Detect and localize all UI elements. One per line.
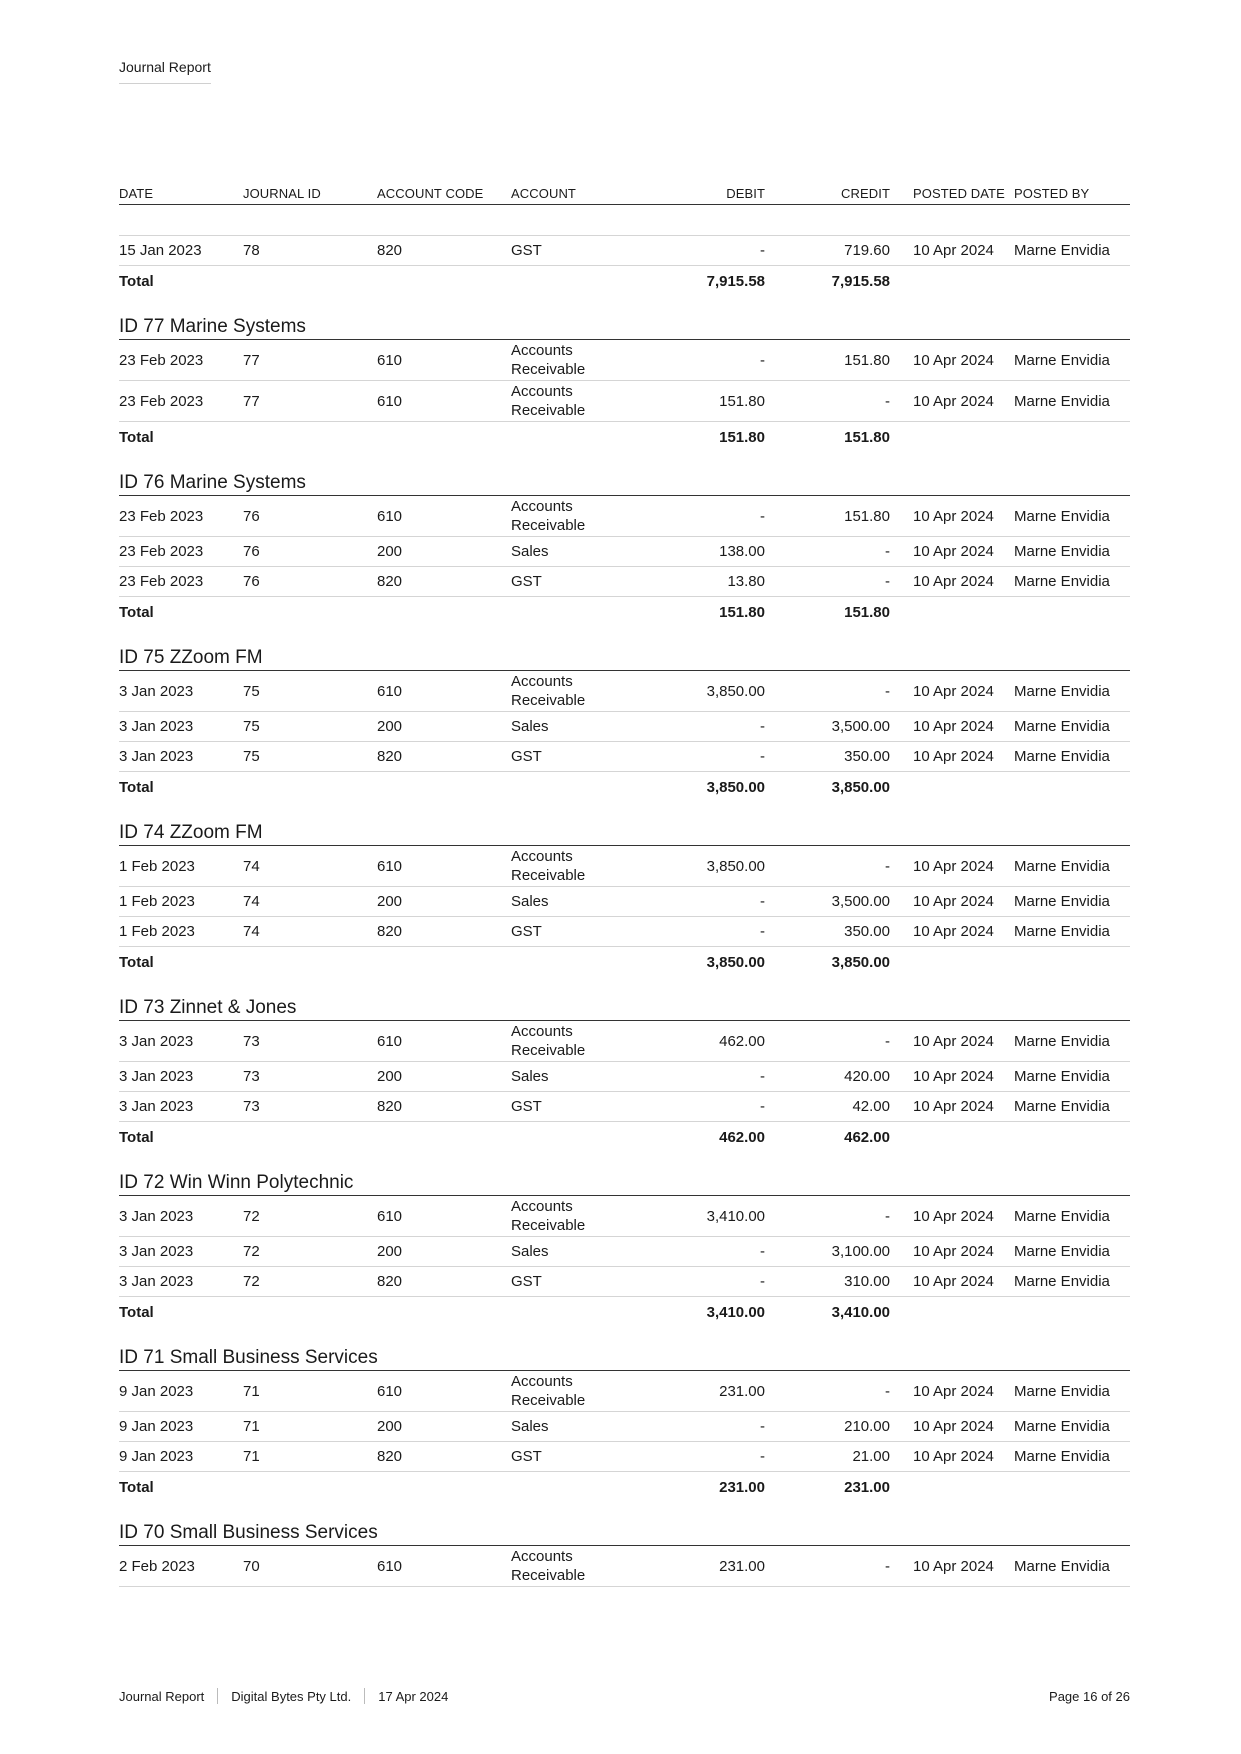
cell-journal-id: 76 (243, 573, 260, 590)
cell-account-code: 200 (377, 543, 403, 560)
table-row (119, 671, 1130, 712)
cell-journal-id: 71 (243, 1448, 260, 1465)
cell-posted-by: Marne Envidia (1014, 242, 1110, 259)
cell-posted-date: 10 Apr 2024 (913, 1207, 994, 1225)
cell-journal-id: 76 (243, 543, 260, 560)
table-row (119, 236, 1130, 266)
cell-account-code: 200 (377, 718, 403, 735)
table-row (119, 1371, 1130, 1412)
cell-credit: - (885, 682, 890, 700)
journal-group-title: ID 74 ZZoom FM (119, 822, 1130, 846)
cell-posted-by: Marne Envidia (1014, 1273, 1110, 1290)
column-header-credit: CREDIT (841, 185, 890, 201)
cell-date: 23 Feb 2023 (119, 573, 204, 590)
cell-account: Accounts Receivable (511, 342, 586, 378)
journal-group-title: ID 70 Small Business Services (119, 1522, 1130, 1546)
cell-credit: - (885, 543, 890, 560)
cell-posted-date: 10 Apr 2024 (913, 682, 994, 700)
total-debit: 151.80 (719, 428, 765, 446)
table-row (119, 917, 1130, 947)
cell-account-code: 820 (377, 1273, 403, 1290)
cell-posted-date: 10 Apr 2024 (913, 1557, 994, 1575)
cell-posted-date: 10 Apr 2024 (913, 893, 994, 910)
cell-posted-by: Marne Envidia (1014, 857, 1110, 875)
journal-group-title: ID 72 Win Winn Polytechnic (119, 1172, 1130, 1196)
cell-date: 3 Jan 2023 (119, 748, 194, 765)
cell-posted-by: Marne Envidia (1014, 1098, 1110, 1115)
column-header-account: ACCOUNT (511, 185, 576, 201)
cell-posted-date: 10 Apr 2024 (913, 718, 994, 735)
cell-account: Accounts Receivable (511, 1023, 586, 1059)
cell-account-code: 610 (377, 1557, 403, 1575)
table-header-row (119, 182, 1130, 205)
cell-account: Sales (511, 893, 549, 910)
total-label: Total (119, 953, 154, 971)
cell-posted-date: 10 Apr 2024 (913, 543, 994, 560)
cell-account: GST (511, 242, 542, 259)
journal-table (119, 182, 1130, 1587)
cell-posted-by: Marne Envidia (1014, 351, 1110, 369)
cell-credit: - (885, 392, 890, 410)
cell-credit: 310.00 (844, 1273, 890, 1290)
table-row (119, 1092, 1130, 1122)
cell-journal-id: 74 (243, 893, 260, 910)
total-row (119, 422, 1130, 452)
cell-posted-by: Marne Envidia (1014, 1207, 1110, 1225)
cell-debit: - (760, 1098, 765, 1115)
cell-date: 3 Jan 2023 (119, 1207, 194, 1225)
cell-posted-by: Marne Envidia (1014, 1448, 1110, 1465)
column-header-debit: DEBIT (726, 185, 765, 201)
cell-credit: 42.00 (852, 1098, 890, 1115)
cell-debit: 138.00 (719, 543, 765, 560)
cell-credit: 21.00 (852, 1448, 890, 1465)
journal-group-title: ID 77 Marine Systems (119, 316, 1130, 340)
total-debit: 3,410.00 (706, 1303, 765, 1321)
total-credit: 3,850.00 (831, 953, 890, 971)
cell-debit: 151.80 (719, 392, 765, 410)
cell-journal-id: 74 (243, 857, 260, 875)
cell-account-code: 610 (377, 1207, 403, 1225)
journal-group-title: ID 75 ZZoom FM (119, 647, 1130, 671)
cell-date: 9 Jan 2023 (119, 1418, 194, 1435)
cell-debit: - (760, 1448, 765, 1465)
cell-date: 3 Jan 2023 (119, 1243, 194, 1260)
cell-posted-date: 10 Apr 2024 (913, 573, 994, 590)
total-credit: 7,915.58 (831, 272, 890, 290)
cell-debit: - (760, 718, 765, 735)
cell-journal-id: 70 (243, 1557, 260, 1575)
total-row (119, 1122, 1130, 1152)
cell-posted-date: 10 Apr 2024 (913, 351, 994, 369)
cell-account: Sales (511, 1068, 549, 1085)
table-spacer (119, 205, 1130, 236)
cell-posted-by: Marne Envidia (1014, 1382, 1110, 1400)
table-row (119, 1412, 1130, 1442)
footer-divider (217, 1688, 218, 1704)
journal-group-title: ID 71 Small Business Services (119, 1347, 1130, 1371)
cell-posted-by: Marne Envidia (1014, 923, 1110, 940)
total-label: Total (119, 272, 154, 290)
cell-credit: 3,500.00 (831, 893, 890, 910)
table-row (119, 340, 1130, 381)
cell-date: 3 Jan 2023 (119, 1098, 194, 1115)
cell-account-code: 610 (377, 1382, 403, 1400)
total-row (119, 1297, 1130, 1327)
cell-account-code: 820 (377, 242, 403, 259)
cell-debit: 3,850.00 (706, 857, 765, 875)
cell-posted-date: 10 Apr 2024 (913, 392, 994, 410)
cell-posted-by: Marne Envidia (1014, 718, 1110, 735)
cell-debit: 231.00 (719, 1382, 765, 1400)
cell-account: GST (511, 1273, 542, 1290)
cell-credit: - (885, 857, 890, 875)
table-body (119, 236, 1130, 1587)
total-row (119, 597, 1130, 627)
table-row (119, 537, 1130, 567)
cell-journal-id: 72 (243, 1243, 260, 1260)
cell-debit: - (760, 1273, 765, 1290)
cell-posted-date: 10 Apr 2024 (913, 748, 994, 765)
cell-credit: 3,500.00 (831, 718, 890, 735)
total-label: Total (119, 1478, 154, 1496)
footer-divider (364, 1688, 365, 1704)
cell-posted-by: Marne Envidia (1014, 543, 1110, 560)
cell-credit: 719.60 (844, 242, 890, 259)
cell-date: 3 Jan 2023 (119, 682, 194, 700)
cell-account-code: 200 (377, 1418, 403, 1435)
cell-account: GST (511, 573, 542, 590)
cell-account: Accounts Receivable (511, 848, 586, 884)
cell-posted-by: Marne Envidia (1014, 893, 1110, 910)
footer-page-number: Page 16 of 26 (1049, 1688, 1130, 1704)
cell-debit: 3,850.00 (706, 682, 765, 700)
cell-debit: - (760, 748, 765, 765)
cell-posted-by: Marne Envidia (1014, 748, 1110, 765)
cell-posted-by: Marne Envidia (1014, 392, 1110, 410)
cell-credit: 151.80 (844, 351, 890, 369)
cell-journal-id: 75 (243, 718, 260, 735)
total-label: Total (119, 1303, 154, 1321)
table-row (119, 567, 1130, 597)
total-debit: 462.00 (719, 1128, 765, 1146)
cell-debit: - (760, 351, 765, 369)
header-title: Journal Report (119, 59, 211, 84)
cell-account: Sales (511, 718, 549, 735)
cell-journal-id: 73 (243, 1032, 260, 1050)
cell-journal-id: 74 (243, 923, 260, 940)
cell-credit: - (885, 1207, 890, 1225)
cell-date: 3 Jan 2023 (119, 1032, 194, 1050)
cell-account: Sales (511, 1243, 549, 1260)
total-label: Total (119, 1128, 154, 1146)
cell-account-code: 610 (377, 682, 403, 700)
journal-group-title: ID 73 Zinnet & Jones (119, 997, 1130, 1021)
total-debit: 3,850.00 (706, 778, 765, 796)
cell-date: 3 Jan 2023 (119, 718, 194, 735)
cell-posted-date: 10 Apr 2024 (913, 1273, 994, 1290)
cell-account: Accounts Receivable (511, 1198, 586, 1234)
cell-credit: - (885, 573, 890, 590)
cell-date: 3 Jan 2023 (119, 1068, 194, 1085)
cell-credit: - (885, 1382, 890, 1400)
table-row (119, 1546, 1130, 1587)
cell-credit: 350.00 (844, 923, 890, 940)
column-header-journal-id: JOURNAL ID (243, 185, 321, 201)
cell-posted-date: 10 Apr 2024 (913, 1032, 994, 1050)
cell-account-code: 820 (377, 1098, 403, 1115)
total-debit: 231.00 (719, 1478, 765, 1496)
cell-posted-date: 10 Apr 2024 (913, 1098, 994, 1115)
cell-account-code: 610 (377, 392, 403, 410)
cell-credit: 151.80 (844, 507, 890, 525)
cell-journal-id: 72 (243, 1273, 260, 1290)
cell-debit: - (760, 507, 765, 525)
cell-date: 1 Feb 2023 (119, 857, 195, 875)
cell-debit: 3,410.00 (706, 1207, 765, 1225)
cell-posted-date: 10 Apr 2024 (913, 242, 994, 259)
table-row (119, 846, 1130, 887)
cell-date: 9 Jan 2023 (119, 1382, 194, 1400)
cell-account-code: 200 (377, 893, 403, 910)
cell-credit: - (885, 1557, 890, 1575)
cell-posted-date: 10 Apr 2024 (913, 1068, 994, 1085)
cell-credit: 210.00 (844, 1418, 890, 1435)
total-row (119, 947, 1130, 977)
cell-account-code: 200 (377, 1068, 403, 1085)
footer-report-name: Journal Report (119, 1688, 205, 1704)
cell-posted-by: Marne Envidia (1014, 573, 1110, 590)
cell-posted-date: 10 Apr 2024 (913, 1243, 994, 1260)
cell-account-code: 610 (377, 1032, 403, 1050)
footer-company: Digital Bytes Pty Ltd. (231, 1688, 352, 1704)
cell-posted-by: Marne Envidia (1014, 1557, 1110, 1575)
cell-account: GST (511, 1448, 542, 1465)
cell-posted-date: 10 Apr 2024 (913, 507, 994, 525)
cell-credit: - (885, 1032, 890, 1050)
cell-account-code: 610 (377, 857, 403, 875)
cell-account: Sales (511, 543, 549, 560)
table-row (119, 887, 1130, 917)
cell-account-code: 820 (377, 1448, 403, 1465)
cell-account: Accounts Receivable (511, 673, 586, 709)
cell-credit: 420.00 (844, 1068, 890, 1085)
cell-debit: 231.00 (719, 1557, 765, 1575)
cell-account: GST (511, 1098, 542, 1115)
table-row (119, 1021, 1130, 1062)
cell-debit: - (760, 1243, 765, 1260)
total-row (119, 266, 1130, 296)
cell-credit: 3,100.00 (831, 1243, 890, 1260)
total-label: Total (119, 603, 154, 621)
cell-account: GST (511, 923, 542, 940)
cell-journal-id: 73 (243, 1098, 260, 1115)
cell-account: GST (511, 748, 542, 765)
cell-posted-by: Marne Envidia (1014, 682, 1110, 700)
total-debit: 3,850.00 (706, 953, 765, 971)
cell-date: 15 Jan 2023 (119, 242, 202, 259)
cell-account-code: 820 (377, 923, 403, 940)
cell-posted-date: 10 Apr 2024 (913, 1448, 994, 1465)
cell-credit: 350.00 (844, 748, 890, 765)
table-row (119, 496, 1130, 537)
cell-date: 1 Feb 2023 (119, 923, 195, 940)
cell-posted-by: Marne Envidia (1014, 507, 1110, 525)
cell-date: 2 Feb 2023 (119, 1557, 195, 1575)
cell-journal-id: 75 (243, 682, 260, 700)
table-row (119, 1196, 1130, 1237)
total-debit: 151.80 (719, 603, 765, 621)
cell-date: 23 Feb 2023 (119, 507, 204, 525)
cell-debit: - (760, 1068, 765, 1085)
total-debit: 7,915.58 (706, 272, 765, 290)
page-footer (119, 1686, 1130, 1706)
cell-account-code: 610 (377, 507, 403, 525)
cell-date: 3 Jan 2023 (119, 1273, 194, 1290)
column-header-posted-date: POSTED DATE (913, 185, 1005, 201)
table-row (119, 381, 1130, 422)
column-header-posted-by: POSTED BY (1014, 185, 1090, 201)
cell-debit: - (760, 923, 765, 940)
column-header-account-code: ACCOUNT CODE (377, 185, 484, 201)
cell-account: Accounts Receivable (511, 1373, 586, 1409)
cell-journal-id: 71 (243, 1382, 260, 1400)
cell-date: 23 Feb 2023 (119, 543, 204, 560)
cell-account: Sales (511, 1418, 549, 1435)
column-header-date: DATE (119, 185, 154, 201)
table-row (119, 1442, 1130, 1472)
cell-journal-id: 71 (243, 1418, 260, 1435)
total-credit: 151.80 (844, 428, 890, 446)
table-row (119, 742, 1130, 772)
cell-journal-id: 77 (243, 351, 260, 369)
total-label: Total (119, 778, 154, 796)
cell-date: 23 Feb 2023 (119, 392, 204, 410)
footer-date: 17 Apr 2024 (378, 1688, 449, 1704)
cell-posted-by: Marne Envidia (1014, 1068, 1110, 1085)
cell-journal-id: 75 (243, 748, 260, 765)
total-credit: 231.00 (844, 1478, 890, 1496)
cell-posted-by: Marne Envidia (1014, 1418, 1110, 1435)
cell-account-code: 820 (377, 748, 403, 765)
cell-account: Accounts Receivable (511, 498, 586, 534)
cell-posted-date: 10 Apr 2024 (913, 1382, 994, 1400)
table-row (119, 1267, 1130, 1297)
cell-account: Accounts Receivable (511, 383, 586, 419)
cell-posted-date: 10 Apr 2024 (913, 857, 994, 875)
cell-debit: - (760, 242, 765, 259)
cell-journal-id: 76 (243, 507, 260, 525)
total-credit: 151.80 (844, 603, 890, 621)
table-row (119, 1062, 1130, 1092)
cell-posted-date: 10 Apr 2024 (913, 1418, 994, 1435)
cell-debit: - (760, 893, 765, 910)
table-row (119, 1237, 1130, 1267)
cell-date: 1 Feb 2023 (119, 893, 195, 910)
journal-group-title: ID 76 Marine Systems (119, 472, 1130, 496)
cell-journal-id: 78 (243, 242, 260, 259)
cell-account-code: 200 (377, 1243, 403, 1260)
total-credit: 3,410.00 (831, 1303, 890, 1321)
cell-account: Accounts Receivable (511, 1548, 586, 1584)
cell-posted-date: 10 Apr 2024 (913, 923, 994, 940)
total-row (119, 772, 1130, 802)
cell-journal-id: 72 (243, 1207, 260, 1225)
table-row (119, 712, 1130, 742)
cell-posted-by: Marne Envidia (1014, 1032, 1110, 1050)
cell-account-code: 610 (377, 351, 403, 369)
cell-debit: - (760, 1418, 765, 1435)
total-label: Total (119, 428, 154, 446)
cell-date: 9 Jan 2023 (119, 1448, 194, 1465)
cell-debit: 13.80 (727, 573, 765, 590)
cell-account-code: 820 (377, 573, 403, 590)
cell-journal-id: 73 (243, 1068, 260, 1085)
total-row (119, 1472, 1130, 1502)
total-credit: 3,850.00 (831, 778, 890, 796)
total-credit: 462.00 (844, 1128, 890, 1146)
cell-date: 23 Feb 2023 (119, 351, 204, 369)
cell-posted-by: Marne Envidia (1014, 1243, 1110, 1260)
cell-journal-id: 77 (243, 392, 260, 410)
cell-debit: 462.00 (719, 1032, 765, 1050)
